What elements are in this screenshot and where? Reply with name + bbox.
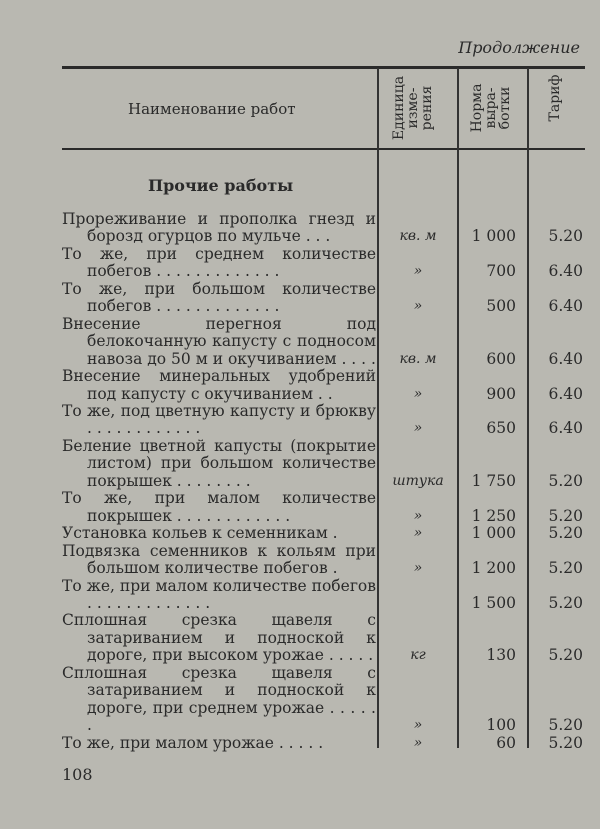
row-tariff: 5.20 xyxy=(548,471,583,490)
row-tariff: 6.40 xyxy=(548,384,583,403)
row-name: Внесение минеральных удобрений под капусту с окучиванием . . xyxy=(62,367,376,403)
table-row xyxy=(62,246,585,281)
row-tariff: 5.20 xyxy=(548,524,583,543)
row-tariff: 5.20 xyxy=(548,593,583,612)
table-row xyxy=(62,665,585,735)
table-row xyxy=(62,735,585,752)
row-unit: » xyxy=(413,507,423,524)
row-tariff: 6.40 xyxy=(548,349,583,368)
row-name: То же, при малом урожае . . . . . xyxy=(62,733,324,752)
table-row xyxy=(62,578,585,613)
table-row xyxy=(62,403,585,438)
row-unit: » xyxy=(413,560,423,577)
row-name: Сплошная срезка щавеля с затариванием и подноской к дороге, при среднем урожае . . . . . . xyxy=(62,663,376,735)
row-unit: кв. м xyxy=(399,350,437,367)
row-norm: 130 xyxy=(486,646,516,665)
row-unit: кв. м xyxy=(399,228,437,245)
row-unit: » xyxy=(413,263,423,280)
header-rule xyxy=(62,148,585,150)
table-body xyxy=(62,211,585,752)
row-tariff: 6.40 xyxy=(548,419,583,438)
row-name: Установка кольев к семенникам . xyxy=(62,524,338,543)
row-norm: 1 500 xyxy=(471,593,516,612)
row-unit: » xyxy=(413,385,423,402)
header-name: Наименование работ xyxy=(128,100,296,118)
row-name: То же, под цветную капусту и брюкву . . . . . . . . . . . . xyxy=(62,401,376,438)
section-title: Прочие работы xyxy=(148,176,294,195)
row-tariff: 5.20 xyxy=(548,716,583,735)
row-norm: 1 250 xyxy=(471,506,516,525)
row-name: Внесение перегноя под белокочанную капусту с подносом навоза до 50 м и окучиванием . . . . xyxy=(62,314,376,368)
table-row xyxy=(62,612,585,664)
table-row xyxy=(62,525,585,542)
row-tariff: 5.20 xyxy=(548,733,583,752)
row-norm: 650 xyxy=(486,419,516,438)
row-name: То же, при малом количестве побегов . . . . . . . . . . . . . xyxy=(62,576,376,612)
table-row xyxy=(62,543,585,578)
row-unit: кг xyxy=(410,647,426,664)
row-norm: 60 xyxy=(496,733,516,752)
row-unit: штука xyxy=(392,472,444,489)
table-top-rule xyxy=(62,66,585,69)
row-name: Беление цветной капусты (покрытие листом) при большом количестве покрышек . . . . . . . . xyxy=(62,436,376,490)
row-unit: » xyxy=(413,734,423,751)
row-name: То же, при среднем количестве побегов . . . . . . . . . . . . . xyxy=(62,244,376,281)
table-row xyxy=(62,368,585,403)
row-unit: » xyxy=(413,420,423,437)
continuation-label: Продолжение xyxy=(458,38,580,57)
header-unit: Единица изме-рения xyxy=(391,75,435,141)
row-norm: 1 200 xyxy=(471,559,516,578)
row-name: То же, при большом количестве побегов . . . . . . . . . . . . . xyxy=(62,279,376,316)
row-norm: 1 000 xyxy=(471,524,516,543)
row-unit: » xyxy=(413,298,423,315)
row-norm: 600 xyxy=(486,349,516,368)
row-tariff: 5.20 xyxy=(548,646,583,665)
table-row xyxy=(62,438,585,490)
header-norm: Норма выра-ботки xyxy=(469,83,513,133)
row-norm: 100 xyxy=(486,716,516,735)
row-norm: 1 000 xyxy=(471,227,516,246)
row-name: То же, при малом количестве покрышек . . . . . . . . . . . . xyxy=(62,489,376,525)
row-name: Сплошная срезка щавеля с затариванием и подноской к дороге, при высоком урожае . . . . . xyxy=(62,611,376,665)
row-tariff: 6.40 xyxy=(548,262,583,281)
page-number: 108 xyxy=(62,765,93,784)
header-tariff: Тариф xyxy=(547,74,563,122)
row-norm: 500 xyxy=(486,297,516,316)
table-row xyxy=(62,316,585,368)
row-name: Подвязка семенников к кольям при большом количестве побегов . xyxy=(62,541,376,578)
table-row xyxy=(62,211,585,246)
table-row xyxy=(62,490,585,525)
row-norm: 1 750 xyxy=(471,471,516,490)
row-tariff: 5.20 xyxy=(548,506,583,525)
row-tariff: 6.40 xyxy=(548,297,583,316)
row-tariff: 5.20 xyxy=(548,227,583,246)
row-norm: 900 xyxy=(486,384,516,403)
row-unit: » xyxy=(413,525,423,542)
table-row xyxy=(62,281,585,316)
row-unit: » xyxy=(413,717,423,734)
row-name: Прореживание и прополка гнезд и борозд огурцов по мульче . . . xyxy=(62,210,376,246)
row-tariff: 5.20 xyxy=(548,559,583,578)
row-norm: 700 xyxy=(486,262,516,281)
